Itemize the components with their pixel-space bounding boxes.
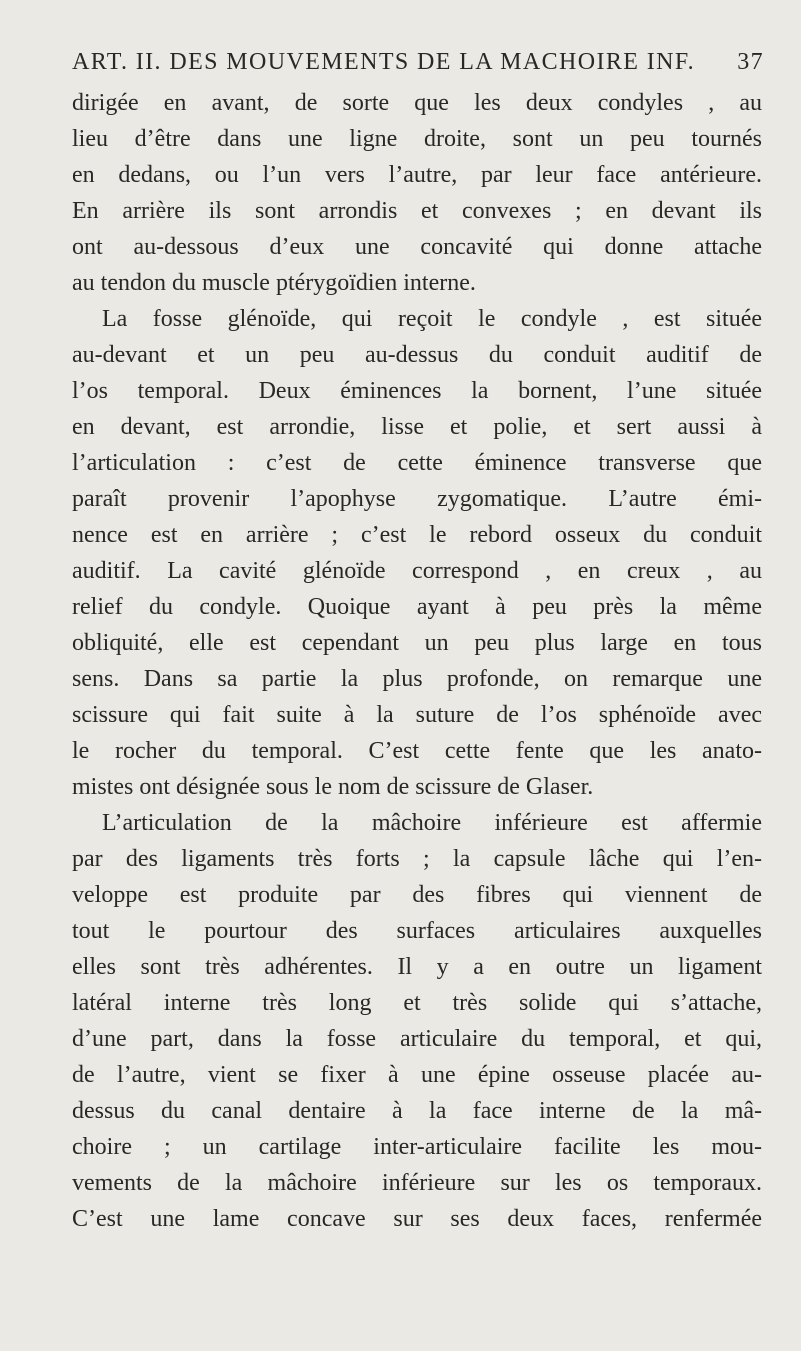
text-line: au tendon du muscle ptérygoïdien interne.	[72, 270, 476, 296]
text-line: relief du condyle. Quoique ayant à peu près la même	[72, 594, 762, 620]
text-line: En arrière ils sont arrondis et convexes ; en devant ils	[72, 198, 762, 224]
running-header	[72, 48, 764, 76]
text-line: paraît provenir l’apophyse zygomatique. L’autre émi-	[72, 486, 762, 512]
text-line: latéral interne très long et très solide qui s’attache,	[72, 990, 762, 1016]
text-line: dessus du canal dentaire à la face interne de la mâ-	[72, 1098, 762, 1124]
text-line: en devant, est arrondie, lisse et polie, et sert aussi à	[72, 414, 762, 440]
text-line: vements de la mâchoire inférieure sur les os temporaux.	[72, 1170, 762, 1196]
text-line: obliquité, elle est cependant un peu plus large en tous	[72, 630, 762, 656]
paragraph-first-line: La fosse glénoïde, qui reçoit le condyle , est située	[102, 306, 762, 332]
body-text	[72, 85, 762, 1237]
text-line: lieu d’être dans une ligne droite, sont un peu tournés	[72, 126, 762, 152]
text-line: auditif. La cavité glénoïde correspond , en creux , au	[72, 558, 762, 584]
text-line: sens. Dans sa partie la plus profonde, on remarque une	[72, 666, 762, 692]
text-line: l’os temporal. Deux éminences la bornent, l’une située	[72, 378, 762, 404]
text-line: le rocher du temporal. C’est cette fente que les anato-	[72, 738, 762, 764]
running-title: ART. II. DES MOUVEMENTS DE LA MACHOIRE INF.	[72, 49, 696, 75]
paragraph-first-line: L’articulation de la mâchoire inférieure est affermie	[102, 810, 762, 836]
text-line: tout le pourtour des surfaces articulaires auxquelles	[72, 918, 762, 944]
text-line: C’est une lame concave sur ses deux faces, renfermée	[72, 1206, 762, 1232]
text-line: en dedans, ou l’un vers l’autre, par leur face antérieure.	[72, 162, 762, 188]
text-line: scissure qui fait suite à la suture de l’os sphénoïde avec	[72, 702, 762, 728]
text-line: par des ligaments très forts ; la capsule lâche qui l’en-	[72, 846, 762, 872]
text-line: veloppe est produite par des fibres qui viennent de	[72, 882, 762, 908]
page-number: 37	[737, 49, 764, 75]
text-line: dirigée en avant, de sorte que les deux condyles , au	[72, 90, 762, 116]
text-line: mistes ont désignée sous le nom de scissure de Glaser.	[72, 774, 594, 800]
text-line: au-devant et un peu au-dessus du conduit auditif de	[72, 342, 762, 368]
text-line: l’articulation : c’est de cette éminence transverse que	[72, 450, 762, 476]
text-line: nence est en arrière ; c’est le rebord osseux du conduit	[72, 522, 762, 548]
text-line: choire ; un cartilage inter-articulaire facilite les mou-	[72, 1134, 762, 1160]
text-line: de l’autre, vient se fixer à une épine osseuse placée au-	[72, 1062, 762, 1088]
text-line: ont au-dessous d’eux une concavité qui donne attache	[72, 234, 762, 260]
text-line: elles sont très adhérentes. Il y a en outre un ligament	[72, 954, 762, 980]
text-line: d’une part, dans la fosse articulaire du temporal, et qui,	[72, 1026, 762, 1052]
